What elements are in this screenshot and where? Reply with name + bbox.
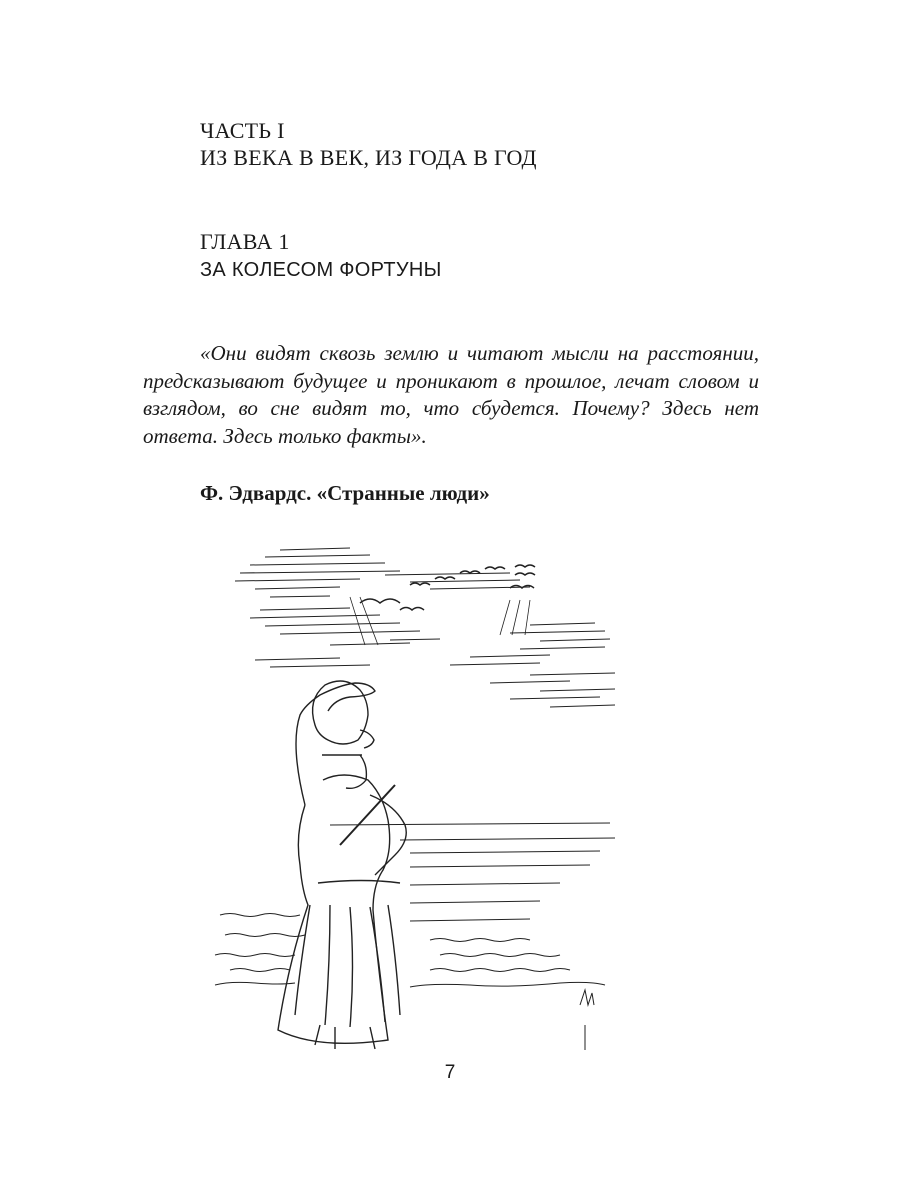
epigraph-attribution: Ф. Эдвардс. «Странные люди» — [200, 481, 490, 505]
part-label: ЧАСТЬ I — [200, 118, 285, 143]
cloud-hatching — [235, 548, 615, 707]
part-title: ИЗ ВЕКА В ВЕК, ИЗ ГОДА В ГОД — [200, 145, 537, 170]
illustration-man-gazing-at-sea-icon — [210, 515, 620, 1055]
chapter-title: ЗА КОЛЕСОМ ФОРТУНЫ — [200, 259, 442, 281]
epigraph-text: «Они видят сквозь землю и читают мысли на расстоянии, предсказывают будущее и проникают в прошлое, лечат словом и взглядом, во сне видят то, что сбудется. Почему? Здесь нет ответа. Здесь только факты». — [143, 341, 759, 448]
figure — [278, 681, 406, 1049]
page-number: 7 — [444, 1062, 456, 1083]
chapter-label: ГЛАВА 1 — [200, 229, 290, 254]
sea-lines — [215, 823, 615, 987]
